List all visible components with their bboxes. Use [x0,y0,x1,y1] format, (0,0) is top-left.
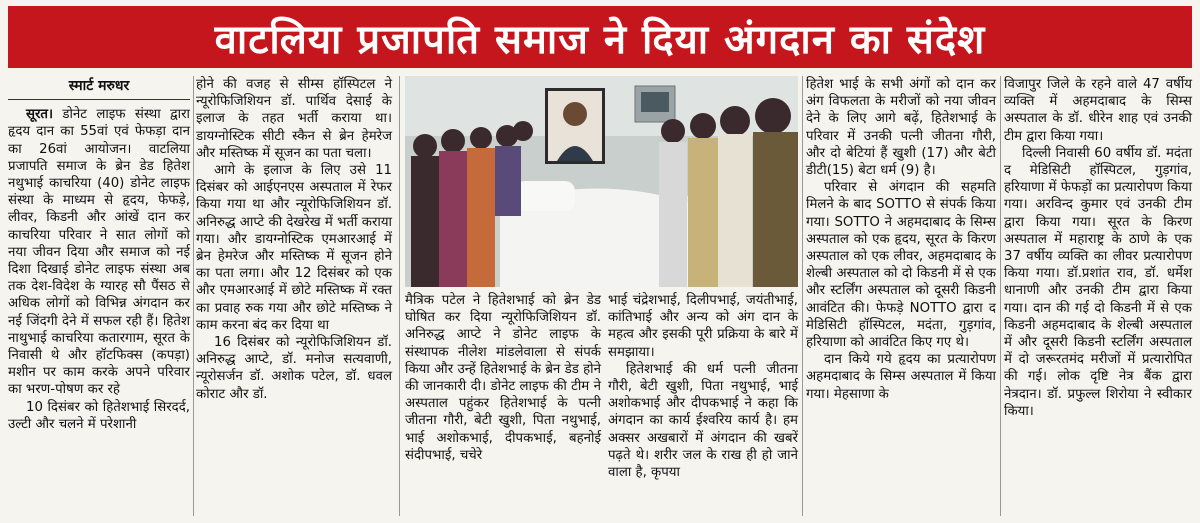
article-column-2 [196,76,392,403]
headline: वाटलिया प्रजापति समाज ने दिया अंगदान का संदेश [8,6,1192,68]
article-column-5 [806,76,996,403]
paragraph: भाई चंद्रेशभाई, दिलीपभाई, जयंतीभाई, कांतिभाई और अन्य को अंग दान के महत्व और इसकी पूरी प्रक्रिया के बारे में समझाया। [608,293,798,360]
paragraph: विजापुर जिले के रहने वाले 47 वर्षीय व्यक्ति में अहमदाबाद के सिम्स अस्पताल के डॉ. धीरेन शाह एवं उनकी टीम द्वारा किया गया। [1004,77,1192,144]
paragraph: आगे के इलाज के लिए उसे 11 दिसंबर को आईएनएस अस्पताल में रेफर किया गया था और न्यूरोफिजिशियन डॉ. अनिरुद्ध आप्टे की देखरेख में भर्ती कराया गया। और डायग्नोस्टिक एमआरआई में ब्रेन हेमरेज और मस्तिष्क में सूजन होने का पता लगा। और 12 दिसंबर को एक और एमआरआई में छोटे मस्तिष्क में रक्त का प्रवाह रुक गया और छोटे मस्तिष्क ने काम करना बंद कर दिया था [196,163,392,333]
paragraph: डोनेट लाइफ संस्था द्वारा हृदय दान का 55वां एवं फेफड़ा दान का 26वां आयोजन। वाटलिया प्रजापति समाज के ब्रेन डेड हितेश नथुभाई काचरिया (40) डोनेट लाइफ संस्था के माध्यम से हृदय, फेफड़े, लीवर, किडनी और आंखें दान कर काचरिया परिवार ने सात लोगों को नया जीवन दिया और समाज को नई दिशा दिखाई डोनेट लाइफ संस्था अब तक देश-विदेश के ग्यारह सौ पैंसठ से अधिक लोगों को विभिन्न अंगदान कर नई जिंदगी देने में सफल रही हैं। हितेश नाथुभाई काचरिया कतारगाम, सूरत के निवासी थे और हॉटफिक्स (कपड़ा) मशीन पर काम करके अपने परिवार का भरण-पोषण कर रहे [8,107,190,398]
article-column-3 [405,292,601,464]
paragraph: परिवार से अंगदान की सहमति मिलने के बाद SOTTO से संपर्क किया गया। SOTTO ने अहमदाबाद के सिम्स अस्पताल को एक हृदय, सूरत के किरण अस्पताल को एक लीवर, अहमदाबाद के शेल्बी अस्पताल को दो किडनी में से एक और स्टर्लिंग अस्पताल को दूसरी किडनी आवंटित की। फेफड़े NOTTO द्वारा द मेडिसिटी हॉस्पिटल, मदंता, गुड़गांव, हरियाणा को आवंटित किए गए थे। [806,180,996,351]
article-column-1 [8,76,190,433]
photo-illustration-icon [405,76,798,287]
paragraph: हितेश भाई के सभी अंगों को दान कर अंग विफलता के मरीजों को नया जीवन देने के लिए आगे बढ़ें, हितेशभाई के परिवार में उनकी पत्नी जीतना गौरी, और दो बेटियां हैं खुशी (17) और बेटी डीटी(15) बेटा धर्म (9) है। [806,77,996,179]
hospital-tribute-photo [405,76,798,287]
column-divider [1000,76,1001,516]
paragraph: दान किये गये हृदय का प्रत्यारोपण अहमदाबाद के सिम्स अस्पताल में किया गया। मेहसाणा के [806,352,996,402]
article-column-6 [1004,76,1192,420]
paragraph: मैत्रिक पटेल ने हितेशभाई को ब्रेन डेड घोषित कर दिया न्यूरोफिजिशियन डॉ. अनिरुद्ध आप्टे ने डोनेट लाइफ के संस्थापक नीलेश मांडलेवाला से संपर्क किया और उन्हें हितेशभाई के ब्रेन डेड होने की जानकारी दी। डोनेट लाइफ की टीम ने अस्पताल पहुंकर हितेशभाई के पत्नी जीतना गौरी, बेटी खुशी, पिता नथुभाई, भाई अशोकभाई, दीपकभाई, बहनोई संदीपभाई, चचेरे [405,293,601,463]
dateline: सूरत। [26,107,54,123]
column-divider [193,76,194,516]
paragraph: होने की वजह से सीम्स हॉस्पिटल ने न्यूरोफिजिशियन डॉ. पार्थिव देसाई के इलाज के तहत भर्ती कराया था। डायग्नोस्टिक सीटी स्कैन से ब्रेन हेमरेज और मस्तिष्क में सूजन का पता चला। [196,77,392,161]
paragraph: हितेशभाई की धर्म पत्नी जीतना गौरी, बेटी खुशी, पिता नथुभाई, भाई अशोकभाई और दीपकभाई ने कहा कि अंगदान का कार्य ईश्वरिय कार्य है। हम अक्सर अखबारों में अंगदान की खबरें पढ़ते थे। शरीर जल के राख ही हो जाने वाला है, कृपया [608,361,798,481]
column-divider [802,76,803,516]
article-column-4 [608,292,798,481]
column-divider [399,76,400,516]
paragraph: दिल्ली निवासी 60 वर्षीय डॉ. मदंता द मेडिसिटी हॉस्पिटल, गुड़गांव, हरियाणा में फेफड़ों का प्रत्यारोपण किया गया। अरविन्द कुमार एवं उनकी टीम द्वारा किया गया। सूरत के किरण अस्पताल में महाराष्ट्र के ठाणे के एक 37 वर्षीय व्यक्ति का लीवर प्रत्यारोपण किया गया। डॉ.प्रशांत राव, डॉ. धर्मेश धानाणी और उनकी टीम द्वारा किया गया। दान की गई दो किडनी में से एक किडनी अहमदाबाद के शेल्बी अस्पताल में और दूसरी किडनी स्टर्लिंग अस्पताल में दो जरूरतमंद मरीजों में प्रत्यारोपित की गई। लोक दृष्टि नेत्र बैंक द्वारा नेत्रदान। डॉ. प्रफुल्ल शिरोया ने स्वीकार किया। [1004,145,1192,419]
paragraph: 10 दिसंबर को हितेशभाई सिरदर्द, उल्टी और चलने में परेशानी [8,399,190,432]
paragraph: 16 दिसंबर को न्यूरोफिजिशियन डॉ. अनिरुद्ध आप्टे, डॉ. मनोज सत्यवाणी, न्यूरोसर्जन डॉ. अशोक पटेल, डॉ. धवल कोराट और डॉ. [196,335,392,402]
byline: स्मार्ट मरुधर [8,76,190,100]
